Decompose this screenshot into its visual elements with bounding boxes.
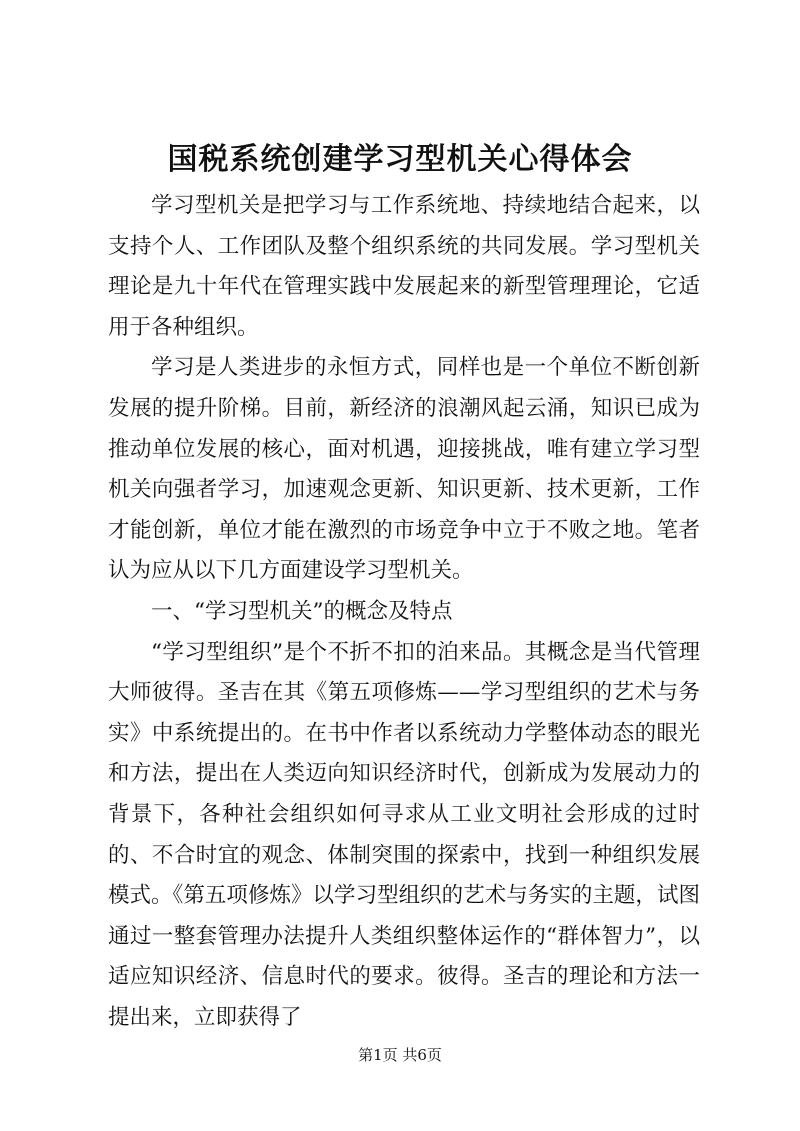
paragraph-concept: “学习型组织”是个不折不扣的泊来品。其概念是当代管理大师彼得。圣吉在其《第五项修炼——学习型组织的艺术与务实》中系统提出的。在书中作者以系统动力学整体动态的眼光和方法，提出在人类迈向知识经济时代，创新成为发展动力的背景下，各种社会组织如何寻求从工业文明社会形成的过时的、不合时宜的观念、体制突围的探索中，找到一种组织发展模式。《第五项修炼》以学习型组织的艺术与务实的主题，试图通过一整套管理办法提升人类组织整体运作的“群体智力”，以适应知识经济、信息时代的要求。彼得。圣吉的理论和方法一提出来，立即获得了 (108, 639, 700, 1030)
page-footer: 第1页 共6页 (358, 1046, 442, 1064)
page-title: 国税系统创建学习型机关心得体会 (167, 142, 633, 177)
paragraph-intro: 学习型机关是把学习与工作系统地、持续地结合起来，以支持个人、工作团队及整个组织系统的共同发展。学习型机关理论是九十年代在管理实践中发展起来的新型管理理论，它适用于各种组织。 (108, 193, 700, 340)
paragraph-learning-progress: 学习是人类进步的永恒方式，同样也是一个单位不断创新发展的提升阶梯。目前，新经济的浪潮风起云涌，知识已成为推动单位发展的核心，面对机遇，迎接挑战，唯有建立学习型机关向强者学习，加速观念更新、知识更新、技术更新，工作才能创新，单位才能在激烈的市场竞争中立于不败之地。笔者认为应从以下几方面建设学习型机关。 (108, 355, 700, 584)
document-body (108, 186, 700, 1038)
section-heading-concept: 一、“学习型机关”的概念及特点 (151, 598, 453, 624)
